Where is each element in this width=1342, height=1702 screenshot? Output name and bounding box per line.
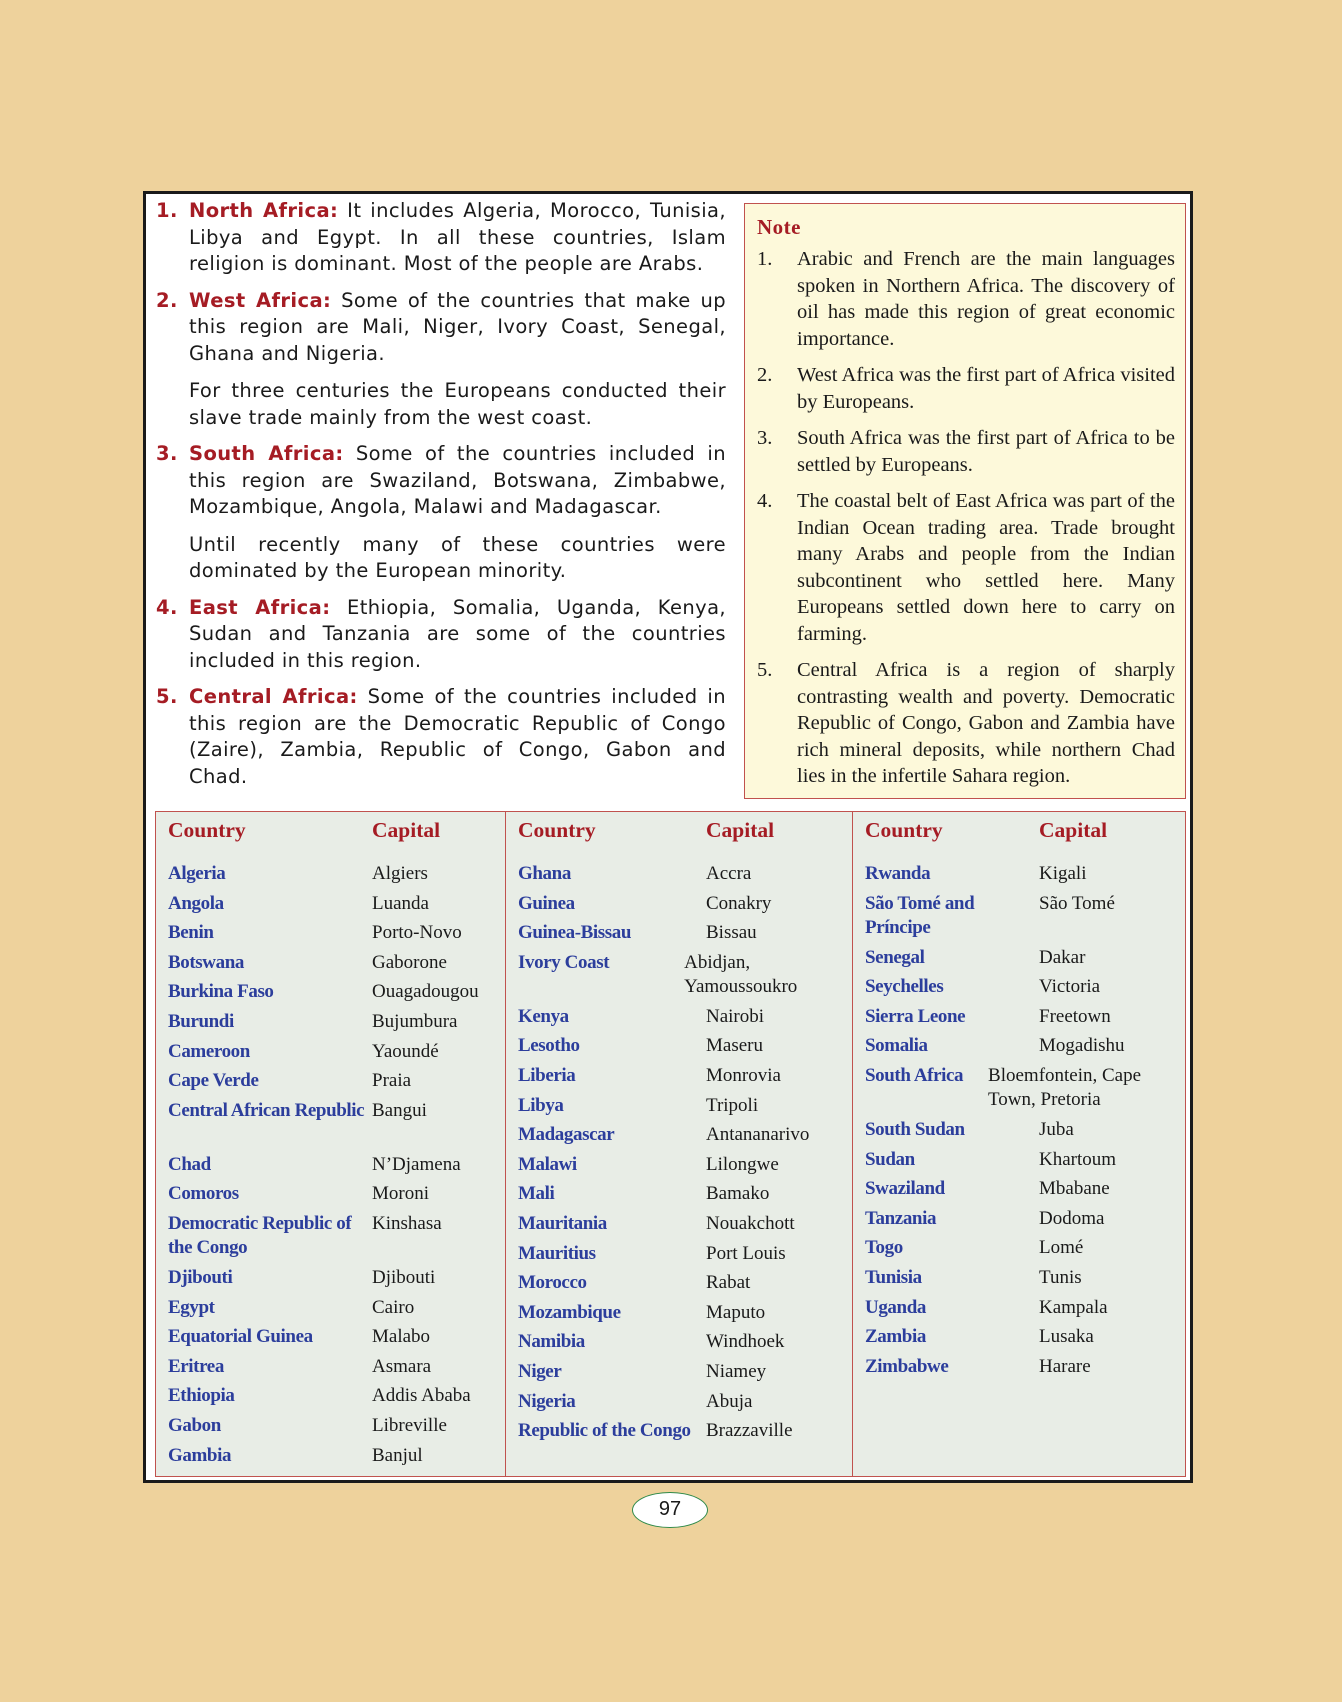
country-cell: Burundi [168, 1010, 234, 1032]
capital-header: Capital [706, 818, 775, 842]
table-rows [168, 862, 499, 1473]
country-header: Country [168, 818, 246, 842]
note-box [744, 203, 1186, 799]
capital-cell: Dakar [1039, 946, 1086, 968]
content-frame [143, 191, 1193, 1483]
capital-cell: Kigali [1039, 863, 1087, 884]
note-item-text: West Africa was the first part of Africa visited by Europeans. [797, 364, 1175, 413]
country-cell: São Tomé and Príncipe [865, 892, 975, 938]
capital-cell: Luanda [372, 892, 429, 914]
country-cell: Cameroon [168, 1040, 250, 1062]
country-cell: Cape Verde [168, 1070, 259, 1092]
country-cell: Niger [518, 1360, 562, 1382]
capital-cell: Niamey [706, 1360, 767, 1382]
table-row [518, 951, 846, 1005]
country-cell: Democratic Republic of the Congo [168, 1212, 352, 1258]
region-south-africa [156, 441, 726, 585]
country-cell: Uganda [865, 1296, 926, 1318]
region-name: West Africa: [189, 288, 332, 312]
table-row [865, 975, 1179, 1005]
country-cell: Madagascar [518, 1124, 615, 1146]
table-row [865, 1064, 1179, 1118]
note-item-number: 4. [757, 490, 773, 512]
country-cell: Kenya [518, 1005, 569, 1027]
country-cell: Guinea [518, 892, 575, 914]
table-row [518, 1301, 846, 1331]
country-cell: Republic of the Congo [518, 1420, 691, 1442]
country-header: Country [865, 818, 943, 842]
country-cell: South Africa [865, 1064, 964, 1086]
table-row [168, 1355, 499, 1385]
table-row [865, 1266, 1179, 1296]
capital-cell: Porto-Novo [372, 922, 462, 944]
region-number: 3. [156, 442, 178, 465]
region-north-africa [156, 198, 726, 278]
capital-cell: Malabo [372, 1326, 431, 1348]
country-cell: Benin [168, 922, 214, 944]
regions-list [156, 198, 726, 800]
table-row [518, 1330, 846, 1360]
capital-cell: Windhoek [706, 1331, 785, 1353]
country-cell: Namibia [518, 1331, 585, 1353]
table-column-3 [853, 812, 1185, 1476]
country-cell: Lesotho [518, 1035, 580, 1057]
region-name: East Africa: [189, 595, 331, 619]
note-item [757, 246, 1175, 352]
country-cell: Gambia [168, 1444, 232, 1466]
table-row [168, 1296, 499, 1326]
note-item [757, 657, 1175, 790]
note-item [757, 362, 1175, 415]
region-number: 1. [156, 199, 178, 222]
country-cell: Mauritius [518, 1242, 596, 1264]
capital-cell: Addis Ababa [372, 1385, 471, 1407]
region-name: Central Africa: [189, 685, 358, 708]
capital-cell: São Tomé [1039, 892, 1115, 914]
table-row [865, 892, 1179, 946]
capital-cell: Bissau [706, 922, 757, 944]
country-cell: Djibouti [168, 1266, 233, 1288]
capital-cell: Bamako [706, 1183, 770, 1205]
country-cell: Central African Republic [168, 1099, 365, 1121]
table-row [518, 1005, 846, 1035]
capital-cell: Bloemfontein, Cape Town, Pretoria [988, 1064, 1142, 1110]
country-cell: Zambia [865, 1326, 926, 1348]
table-row [865, 946, 1179, 976]
capital-cell: Praia [372, 1070, 412, 1092]
region-central-africa [156, 684, 726, 790]
table-column-2 [506, 812, 853, 1476]
country-cell: Equatorial Guinea [168, 1326, 313, 1348]
capital-cell: Maseru [706, 1035, 763, 1057]
table-row [518, 1212, 846, 1242]
country-cell: Swaziland [865, 1178, 945, 1200]
region-extra-text: Until recently many of these countries were dominated by the European minority. [189, 532, 726, 582]
capital-cell: Maputo [706, 1301, 766, 1323]
capital-cell: Bujumbura [372, 1010, 458, 1032]
capital-cell: Freetown [1039, 1005, 1111, 1027]
country-cell: Malawi [518, 1153, 577, 1175]
region-west-africa [156, 288, 726, 432]
region-text: Some of the countries included in this region are the Democratic Republic of Congo (Zaire), Zambia, Republic of Congo, Gabon and Chad. [189, 685, 726, 788]
table-row [518, 892, 846, 922]
region-number: 4. [156, 595, 178, 619]
table-row [168, 1010, 499, 1040]
capital-cell: Port Louis [706, 1242, 786, 1264]
table-row [168, 1444, 499, 1474]
table-column-1 [156, 812, 506, 1476]
table-row [168, 921, 499, 951]
table-row [518, 1064, 846, 1094]
country-cell: Comoros [168, 1183, 239, 1205]
table-row [168, 980, 499, 1010]
table-row [168, 862, 499, 892]
country-cell: Angola [168, 892, 224, 914]
table-row [168, 1325, 499, 1355]
country-cell: Burkina Faso [168, 981, 274, 1003]
note-item-text: Central Africa is a region of sharply contrasting wealth and poverty. Democratic Republic of Congo, Gabon and Zambia have rich mineral deposits, while northern Chad lies in the infertile Sahara region. [797, 659, 1175, 787]
country-cell: Sierra Leone [865, 1005, 966, 1027]
country-cell: Ethiopia [168, 1385, 235, 1407]
table-row [865, 1236, 1179, 1266]
note-item-text: The coastal belt of East Africa was part of the Indian Ocean trading area. Trade brought many Arabs and people from the Indian subcontinent who settled here. Many Europeans settled down here to carry on farming. [797, 490, 1175, 645]
capital-cell: Brazzaville [706, 1420, 793, 1442]
table-row [168, 1099, 499, 1153]
table-row [168, 1266, 499, 1296]
table-row [168, 1384, 499, 1414]
capital-cell: Bangui [372, 1099, 427, 1121]
table-row [168, 1153, 499, 1183]
table-row [865, 1005, 1179, 1035]
table-row [168, 892, 499, 922]
capital-cell: Djibouti [372, 1266, 436, 1288]
capital-cell: Libreville [372, 1414, 447, 1436]
region-name: North Africa: [189, 199, 339, 222]
table-row [168, 1040, 499, 1070]
table-row [518, 1034, 846, 1064]
region-number: 5. [156, 685, 178, 708]
region-east-africa [156, 595, 726, 675]
capital-cell: Banjul [372, 1444, 423, 1466]
country-cell: Botswana [168, 951, 244, 973]
country-cell: Zimbabwe [865, 1355, 949, 1377]
capital-cell: Gaborone [372, 951, 447, 973]
country-cell: Mozambique [518, 1301, 621, 1323]
note-item [757, 425, 1175, 478]
table-rows [518, 862, 846, 1473]
capital-cell: Tripoli [706, 1094, 759, 1116]
capital-cell: Nairobi [706, 1005, 765, 1027]
capital-cell: Kampala [1039, 1296, 1108, 1318]
capital-cell: Lomé [1039, 1237, 1084, 1259]
page-number: 97 [632, 1492, 708, 1528]
capital-cell: N’Djamena [372, 1153, 461, 1175]
note-item-number: 2. [757, 364, 773, 386]
country-cell: Senegal [865, 946, 925, 968]
table-row [518, 1153, 846, 1183]
capital-cell: Ouagadougou [372, 981, 479, 1003]
capital-cell: Mogadishu [1039, 1035, 1125, 1057]
country-cell: Libya [518, 1094, 564, 1116]
region-text: Ethiopia, Somalia, Uganda, Kenya, Sudan and Tanzania are some of the countries included in this region. [189, 595, 727, 672]
capital-cell: Nouakchott [706, 1212, 795, 1234]
note-item-number: 1. [757, 248, 773, 270]
region-name: South Africa: [189, 442, 344, 465]
capital-cell: Rabat [706, 1272, 751, 1294]
table-row [518, 1242, 846, 1272]
capital-cell: Kinshasa [372, 1212, 442, 1234]
country-cell: Togo [865, 1237, 903, 1259]
region-text: It includes Algeria, Morocco, Tunisia, Libya and Egypt. In all these countries, Islam religion is dominant. Most of the people are Arabs. [189, 199, 727, 275]
note-item-text: Arabic and French are the main languages spoken in Northern Africa. The discovery of oil has made this region of great economic importance. [797, 248, 1175, 350]
table-row [518, 1390, 846, 1420]
table-row [865, 1118, 1179, 1148]
country-cell: Eritrea [168, 1355, 224, 1377]
country-cell: Gabon [168, 1414, 221, 1436]
country-cell: Egypt [168, 1296, 215, 1318]
capital-cell: Harare [1039, 1355, 1091, 1377]
country-cell: Chad [168, 1153, 211, 1175]
country-header: Country [518, 818, 596, 842]
capital-cell: Algiers [372, 863, 428, 884]
country-cell: Ivory Coast [518, 951, 610, 973]
capital-cell: Moroni [372, 1183, 429, 1205]
country-cell: Seychelles [865, 976, 944, 998]
capital-cell: Mbabane [1039, 1178, 1110, 1200]
table-row [865, 1034, 1179, 1064]
capital-cell: Yaoundé [372, 1040, 439, 1062]
capital-cell: Conakry [706, 892, 772, 914]
capital-header: Capital [372, 818, 441, 842]
table-row [518, 1182, 846, 1212]
capital-cell: Monrovia [706, 1064, 781, 1086]
table-row [518, 862, 846, 892]
capital-cell: Khartoum [1039, 1148, 1117, 1170]
note-item-number: 5. [757, 659, 773, 681]
country-cell: Guinea-Bissau [518, 922, 632, 944]
capital-header: Capital [1039, 818, 1108, 842]
region-extra-text: For three centuries the Europeans conducted their slave trade mainly from the west coast. [189, 379, 726, 429]
table-row [518, 1419, 846, 1473]
country-cell: Morocco [518, 1272, 587, 1294]
note-list [757, 246, 1175, 800]
region-text: Some of the countries included in this region are Swaziland, Botswana, Zimbabwe, Mozambique, Angola, Malawi and Madagascar. [189, 442, 726, 518]
capital-cell: Victoria [1039, 976, 1101, 998]
capital-cell: Antananarivo [706, 1124, 810, 1146]
note-item [757, 488, 1175, 647]
table-row [865, 1325, 1179, 1355]
country-cell: Nigeria [518, 1390, 576, 1412]
country-cell: Mauritania [518, 1212, 607, 1234]
country-cell: South Sudan [865, 1118, 965, 1140]
capital-cell: Asmara [372, 1355, 432, 1377]
table-row [865, 1207, 1179, 1237]
table-row [168, 951, 499, 981]
country-cell: Algeria [168, 863, 226, 884]
note-item-text: South Africa was the first part of Africa to be settled by Europeans. [797, 427, 1175, 476]
table-row [518, 1271, 846, 1301]
country-cell: Sudan [865, 1148, 915, 1170]
table-row [518, 1094, 846, 1124]
table-row [865, 1296, 1179, 1326]
table-row [168, 1414, 499, 1444]
capital-cell: Accra [706, 863, 752, 884]
table-row [168, 1212, 499, 1266]
region-number: 2. [156, 288, 178, 312]
capital-cell: Lilongwe [706, 1153, 779, 1175]
table-row [168, 1069, 499, 1099]
capitals-table [155, 811, 1186, 1477]
capital-cell: Dodoma [1039, 1207, 1105, 1229]
capital-cell: Tunis [1039, 1266, 1082, 1288]
country-cell: Mali [518, 1183, 555, 1205]
country-cell: Somalia [865, 1035, 928, 1057]
table-row [518, 1360, 846, 1390]
country-cell: Rwanda [865, 863, 931, 884]
country-cell: Tunisia [865, 1266, 922, 1288]
note-item-number: 3. [757, 427, 773, 449]
table-row [865, 1177, 1179, 1207]
capital-cell: Juba [1039, 1118, 1074, 1140]
capital-cell: Cairo [372, 1296, 415, 1318]
region-text: Some of the countries that make up this region are Mali, Niger, Ivory Coast, Senegal, Ghana and Nigeria. [189, 288, 726, 365]
table-row [518, 1123, 846, 1153]
table-rows [865, 862, 1179, 1384]
capital-cell: Abidjan, Yamoussoukro [684, 951, 798, 997]
country-cell: Tanzania [865, 1207, 937, 1229]
table-row [518, 921, 846, 951]
capital-cell: Lusaka [1039, 1326, 1094, 1348]
table-row [865, 1355, 1179, 1385]
table-row [865, 1148, 1179, 1178]
table-row [865, 862, 1179, 892]
capital-cell: Abuja [706, 1390, 753, 1412]
country-cell: Ghana [518, 863, 571, 884]
country-cell: Liberia [518, 1064, 576, 1086]
note-title: Note [757, 215, 801, 239]
table-row [168, 1182, 499, 1212]
